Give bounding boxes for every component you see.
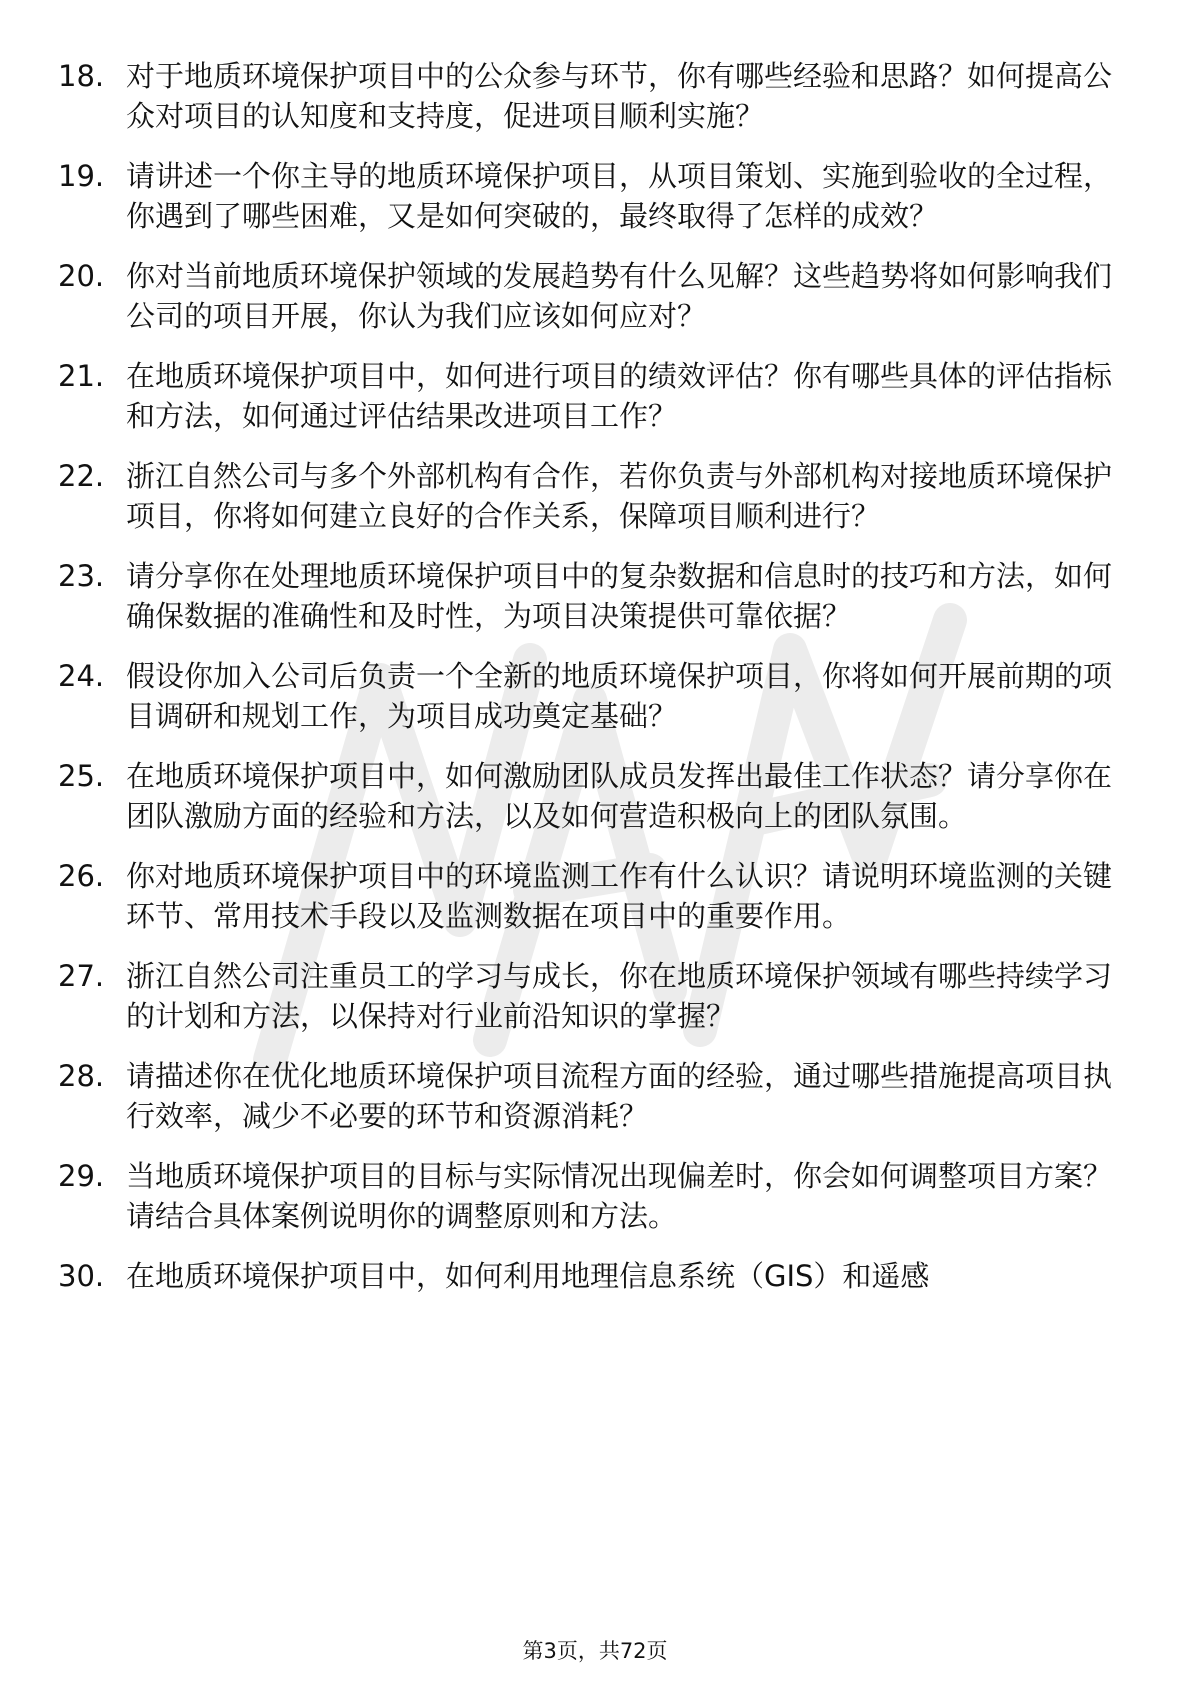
question-number: 19. — [58, 159, 105, 193]
question-item — [58, 456, 1118, 536]
question-text: 请描述你在优化地质环境保护项目流程方面的经验，通过哪些措施提高项目执行效率，减少不必要的环节和资源消耗？ — [126, 1059, 1113, 1133]
question-item — [58, 556, 1118, 636]
question-item — [58, 1256, 1118, 1296]
question-item — [58, 956, 1118, 1036]
question-text: 在地质环境保护项目中，如何利用地理信息系统（GIS）和遥感 — [126, 1259, 930, 1293]
question-item — [58, 1056, 1118, 1136]
question-item — [58, 56, 1118, 136]
question-number: 28. — [58, 1059, 105, 1093]
question-item — [58, 356, 1118, 436]
question-text: 你对当前地质环境保护领域的发展趋势有什么见解？这些趋势将如何影响我们公司的项目开展，你认为我们应该如何应对？ — [126, 259, 1113, 333]
question-number: 26. — [58, 859, 105, 893]
question-number: 25. — [58, 759, 105, 793]
question-text: 在地质环境保护项目中，如何激励团队成员发挥出最佳工作状态？请分享你在团队激励方面的经验和方法，以及如何营造积极向上的团队氛围。 — [126, 759, 1113, 833]
page-footer: 第3页，共72页 — [522, 1639, 668, 1663]
question-number: 29. — [58, 1159, 105, 1193]
question-number: 18. — [58, 59, 105, 93]
question-text: 浙江自然公司注重员工的学习与成长，你在地质环境保护领域有哪些持续学习的计划和方法，以保持对行业前沿知识的掌握？ — [126, 959, 1113, 1033]
question-item — [58, 756, 1118, 836]
question-item — [58, 256, 1118, 336]
question-text: 你对地质环境保护项目中的环境监测工作有什么认识？请说明环境监测的关键环节、常用技术手段以及监测数据在项目中的重要作用。 — [126, 859, 1113, 933]
question-number: 23. — [58, 559, 105, 593]
question-text: 请讲述一个你主导的地质环境保护项目，从项目策划、实施到验收的全过程，你遇到了哪些困难，又是如何突破的，最终取得了怎样的成效？ — [126, 159, 1113, 233]
question-number: 27. — [58, 959, 105, 993]
question-text: 浙江自然公司与多个外部机构有合作，若你负责与外部机构对接地质环境保护项目，你将如何建立良好的合作关系，保障项目顺利进行？ — [126, 459, 1113, 533]
question-item — [58, 656, 1118, 736]
question-number: 21. — [58, 359, 105, 393]
question-item — [58, 1156, 1118, 1236]
question-text: 对于地质环境保护项目中的公众参与环节，你有哪些经验和思路？如何提高公众对项目的认知度和支持度，促进项目顺利实施？ — [126, 59, 1113, 133]
question-number: 24. — [58, 659, 105, 693]
question-text: 假设你加入公司后负责一个全新的地质环境保护项目，你将如何开展前期的项目调研和规划工作，为项目成功奠定基础？ — [126, 659, 1113, 733]
question-text: 请分享你在处理地质环境保护项目中的复杂数据和信息时的技巧和方法，如何确保数据的准确性和及时性，为项目决策提供可靠依据？ — [126, 559, 1113, 633]
question-text: 当地质环境保护项目的目标与实际情况出现偏差时，你会如何调整项目方案？请结合具体案例说明你的调整原则和方法。 — [126, 1159, 1113, 1233]
question-number: 22. — [58, 459, 105, 493]
question-number: 30. — [58, 1259, 105, 1293]
question-item — [58, 156, 1118, 236]
question-list — [58, 56, 1118, 1316]
question-number: 20. — [58, 259, 105, 293]
question-item — [58, 856, 1118, 936]
question-text: 在地质环境保护项目中，如何进行项目的绩效评估？你有哪些具体的评估指标和方法，如何通过评估结果改进项目工作？ — [126, 359, 1113, 433]
